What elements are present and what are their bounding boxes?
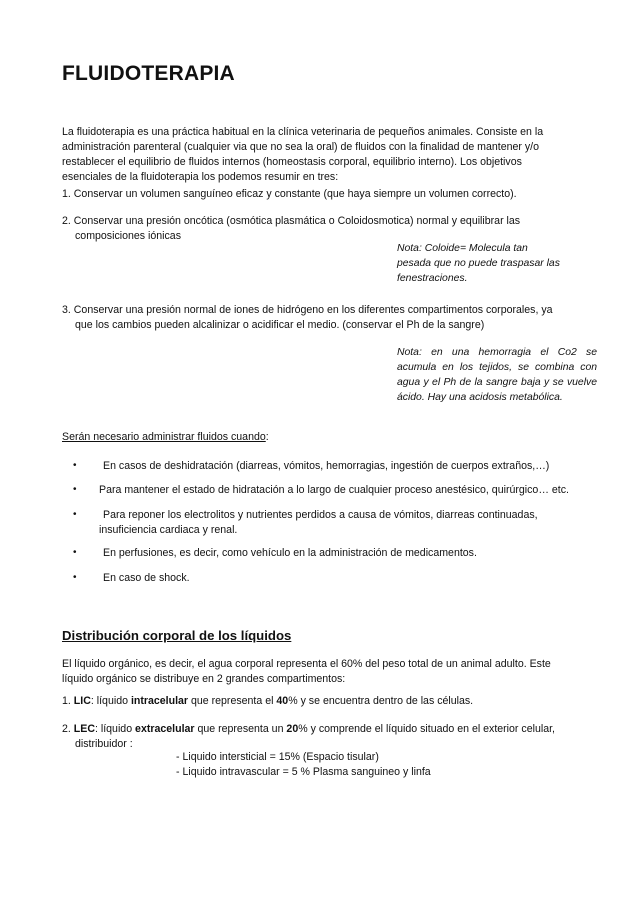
objective-2	[62, 214, 520, 244]
when-heading-colon: :	[265, 431, 269, 443]
lic-text: que representa el	[188, 695, 277, 707]
intro-line: administración parenteral (cualquier via que no sea la oral) de fluidos con la finalidad de mantener y/o	[62, 141, 539, 153]
section-heading: Distribución corporal de los líquidos	[62, 628, 292, 643]
objective-line: que los cambios pueden alcalinizar o acidificar el medio. (conservar el Ph de la sangre)	[75, 319, 485, 331]
distribution-intro	[62, 657, 551, 687]
page-title: FLUIDOTERAPIA	[62, 62, 235, 85]
bullet-icon: •	[73, 460, 77, 471]
when-item-line: insuficiencia cardiaca y renal.	[99, 524, 238, 536]
distribution-intro-line: líquido orgánico se distribuye en 2 grandes compartimentos:	[62, 673, 346, 685]
lec-line	[62, 722, 555, 752]
objective-line: 2. Conservar una presión oncótica (osmótica plasmática o Coloidosmotica) normal y equilibrar las	[62, 215, 521, 227]
when-item	[99, 508, 538, 538]
sub-item: - Liquido intersticial = 15% (Espacio tisular)	[176, 751, 379, 763]
lic-abbr: LIC	[73, 695, 91, 707]
objective-1: 1. Conservar un volumen sanguíneo eficaz y constante (que haya siempre un volumen correcto).	[62, 188, 517, 200]
list-number: 1.	[62, 695, 71, 707]
lec-text: % y comprende el líquido situado en el exterior celular,	[298, 723, 555, 735]
lic-line	[62, 694, 473, 709]
intro-line: esenciales de la fluidoterapia los podemos resumir en tres:	[62, 171, 339, 183]
objective-line: composiciones iónicas	[75, 230, 181, 242]
sub-compartments	[176, 750, 431, 780]
lec-bold: extracelular	[135, 723, 195, 735]
when-item: Para mantener el estado de hidratación a lo largo de cualquier proceso anestésico, quirúrgico… etc.	[99, 484, 569, 496]
note-hemorragia	[397, 345, 597, 405]
when-heading	[62, 430, 269, 445]
bullet-icon: •	[73, 572, 77, 583]
intro-line: La fluidoterapia es una práctica habitual en la clínica veterinaria de pequeños animales. Consiste en la	[62, 126, 544, 138]
note-line: Nota: en una hemorragia el Co2 se	[397, 347, 597, 358]
lec-percent: 20	[286, 723, 299, 735]
lic-bold: intracelular	[130, 695, 189, 707]
bullet-icon: •	[73, 509, 77, 520]
lec-text: distribuidor :	[75, 738, 133, 750]
note-line: agua y el Ph de la sangre baja y se vuelve	[397, 377, 597, 388]
sub-item: - Liquido intravascular = 5 % Plasma sanguineo y linfa	[176, 766, 431, 778]
lic-text: : líquido	[90, 695, 131, 707]
lec-text: : líquido	[94, 723, 136, 735]
distribution-intro-line: El líquido orgánico, es decir, el agua corporal representa el 60% del peso total de un animal adulto. Este	[62, 658, 551, 670]
when-heading-text: Serán necesario administrar fluidos cuando	[62, 431, 266, 443]
note-line: acumula en los tejidos, se combina con	[397, 362, 597, 373]
objective-line: 3. Conservar una presión normal de iones de hidrógeno en los diferentes compartimentos corporales, ya	[62, 304, 553, 316]
intro-paragraph	[62, 125, 582, 185]
objective-3	[62, 303, 553, 333]
note-line: ácido. Hay una acidosis metabólica.	[397, 392, 563, 403]
lec-abbr: LEC	[73, 723, 95, 735]
note-line: fenestraciones.	[397, 273, 468, 284]
when-item-line: Para reponer los electrolitos y nutrientes perdidos a causa de vómitos, diarreas continuadas,	[103, 509, 538, 521]
intro-line: restablecer el equilibrio de fluidos internos (homeostasis corporal, equilibrio interno). Los objetivos	[62, 156, 522, 168]
when-item: En caso de shock.	[103, 572, 190, 584]
lic-text: % y se encuentra dentro de las células.	[288, 695, 474, 707]
note-line: pesada que no puede traspasar las	[397, 258, 560, 269]
when-item: En casos de deshidratación (diarreas, vómitos, hemorragias, ingestión de cuerpos extraños,…)	[103, 460, 550, 472]
list-number: 2.	[62, 723, 71, 735]
lic-percent: 40	[276, 695, 289, 707]
bullet-icon: •	[73, 484, 77, 495]
note-line: Nota: Coloide= Molecula tan	[397, 243, 528, 254]
bullet-icon: •	[73, 547, 77, 558]
lec-text: que representa un	[194, 723, 287, 735]
when-item: En perfusiones, es decir, como vehículo en la administración de medicamentos.	[103, 547, 477, 559]
note-coloide	[397, 241, 560, 286]
